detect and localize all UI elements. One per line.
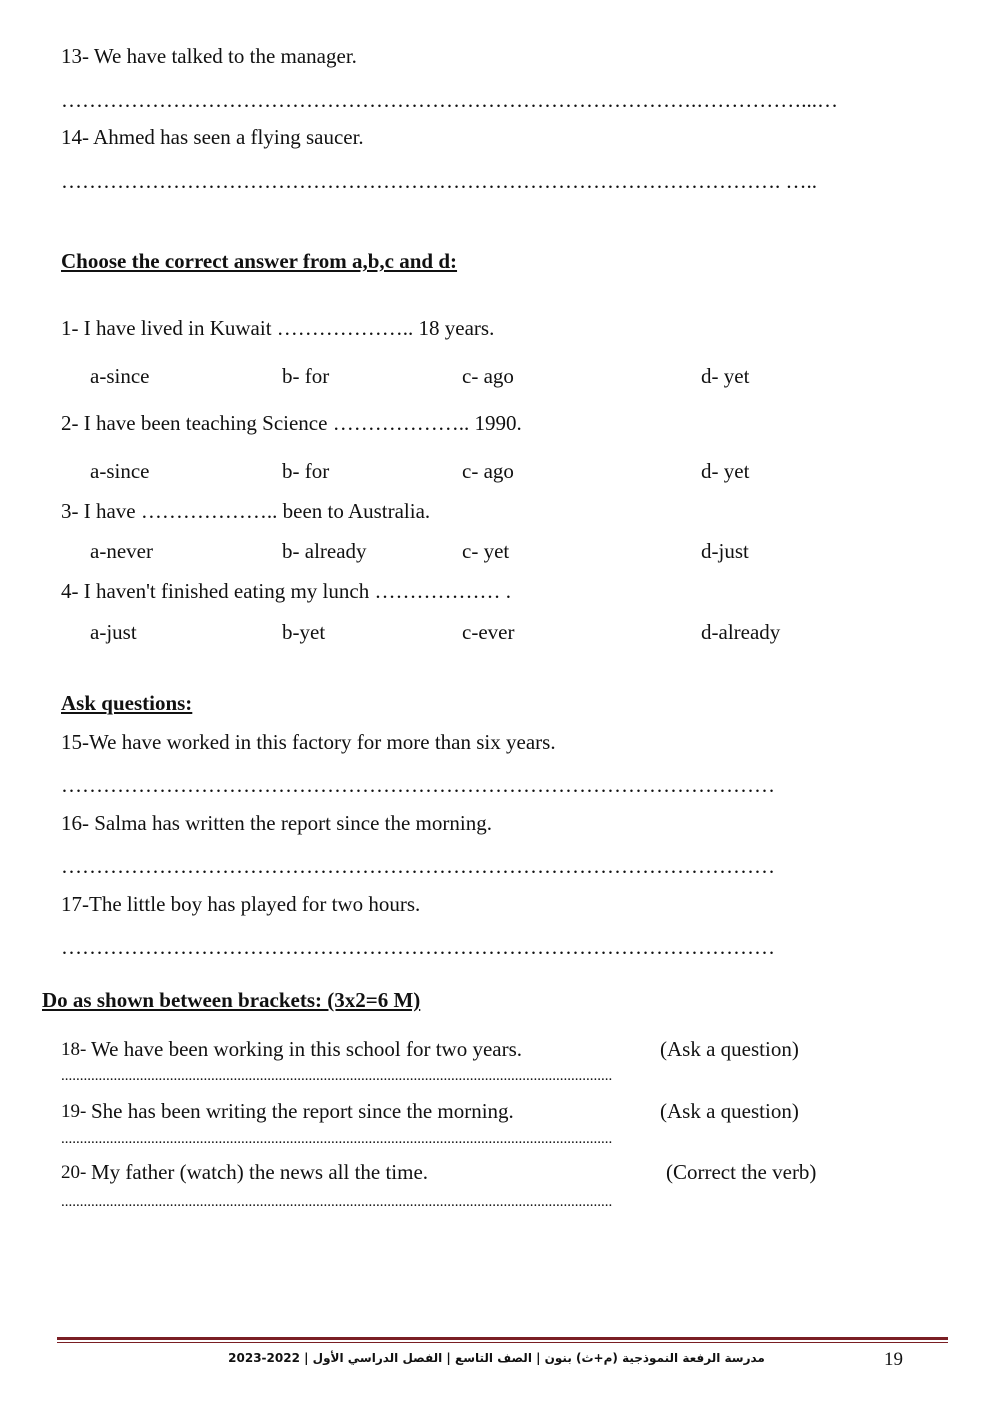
brackets-item-20-number: 20- — [61, 1162, 87, 1183]
mcq-1-option-b: b- for — [282, 364, 330, 388]
brackets-item-18-number: 18- — [61, 1039, 87, 1060]
ask-item-17-text: 17-The little boy has played for two hours. — [61, 892, 421, 916]
brackets-item-19-number: 19- — [61, 1101, 87, 1122]
ask-item-16-text: 16- Salma has written the report since the morning. — [61, 811, 492, 835]
footer-rule-thin — [57, 1342, 948, 1343]
mcq-4-option-c: c-ever — [462, 620, 515, 644]
mcq-1-option-a: a-since — [90, 364, 150, 388]
brackets-item-20-instruction: (Correct the verb) — [666, 1160, 817, 1184]
mcq-1-option-d: d- yet — [701, 364, 750, 388]
mcq-4-option-a: a-just — [90, 620, 137, 644]
mcq-question-2: 2- I have been teaching Science ……………….. 1990. — [61, 411, 522, 435]
ask-item-15-answer-line: ………………………………………………………………………………………… — [61, 773, 775, 797]
ask-item-17-answer-line: ………………………………………………………………………………………… — [61, 935, 775, 959]
ask-item-16-answer-line: ………………………………………………………………………………………… — [61, 854, 775, 878]
brackets-item-19-text: She has been writing the report since the morning. — [91, 1099, 514, 1123]
footer-school-text: مدرسة الرفعة النموذجية (م+ث) بنون | الصف التاسع | الفصل الدراسي الأول | 2022-2023 — [228, 1351, 765, 1365]
mcq-2-option-b: b- for — [282, 459, 330, 483]
brackets-heading: Do as shown between brackets: (3x2=6 M) — [42, 988, 421, 1012]
mcq-2-option-d: d- yet — [701, 459, 750, 483]
ask-item-15-text: 15-We have worked in this factory for more than six years. — [61, 730, 556, 754]
brackets-item-18-text: We have been working in this school for two years. — [91, 1037, 523, 1061]
item-14-answer-line: …………………………………………………………………………………………. ….. — [61, 169, 817, 193]
item-13-answer-line: ……………………………………………………………………………….……………...… — [61, 88, 838, 112]
brackets-item-18-instruction: (Ask a question) — [660, 1037, 799, 1061]
mcq-question-1: 1- I have lived in Kuwait ……………….. 18 years. — [61, 316, 495, 340]
mcq-2-option-a: a-since — [90, 459, 150, 483]
brackets-item-18-answer-line: ................................................................................................................................................... — [61, 1068, 613, 1084]
mcq-4-option-b: b-yet — [282, 620, 326, 644]
ask-heading: Ask questions: — [61, 691, 193, 715]
brackets-item-20-answer-line: ................................................................................................................................................... — [61, 1194, 613, 1210]
mcq-1-option-c: c- ago — [462, 364, 514, 388]
mcq-4-option-d: d-already — [701, 620, 781, 644]
item-14-text: 14- Ahmed has seen a flying saucer. — [61, 125, 364, 149]
brackets-item-20-text: My father (watch) the news all the time. — [91, 1160, 429, 1184]
brackets-item-19-instruction: (Ask a question) — [660, 1099, 799, 1123]
item-13-text: 13- We have talked to the manager. — [61, 44, 357, 68]
mcq-3-option-b: b- already — [282, 539, 367, 563]
brackets-item-19-answer-line: ................................................................................................................................................... — [61, 1131, 613, 1147]
footer-rule-thick — [57, 1337, 948, 1340]
mcq-3-option-c: c- yet — [462, 539, 510, 563]
mcq-question-3: 3- I have ……………….. been to Australia. — [61, 499, 431, 523]
mcq-question-4: 4- I haven't finished eating my lunch ……………… . — [61, 579, 511, 603]
page-number: 19 — [884, 1349, 903, 1370]
mcq-heading: Choose the correct answer from a,b,c and d: — [61, 249, 458, 273]
mcq-2-option-c: c- ago — [462, 459, 514, 483]
mcq-3-option-d: d-just — [701, 539, 749, 563]
mcq-3-option-a: a-never — [90, 539, 153, 563]
